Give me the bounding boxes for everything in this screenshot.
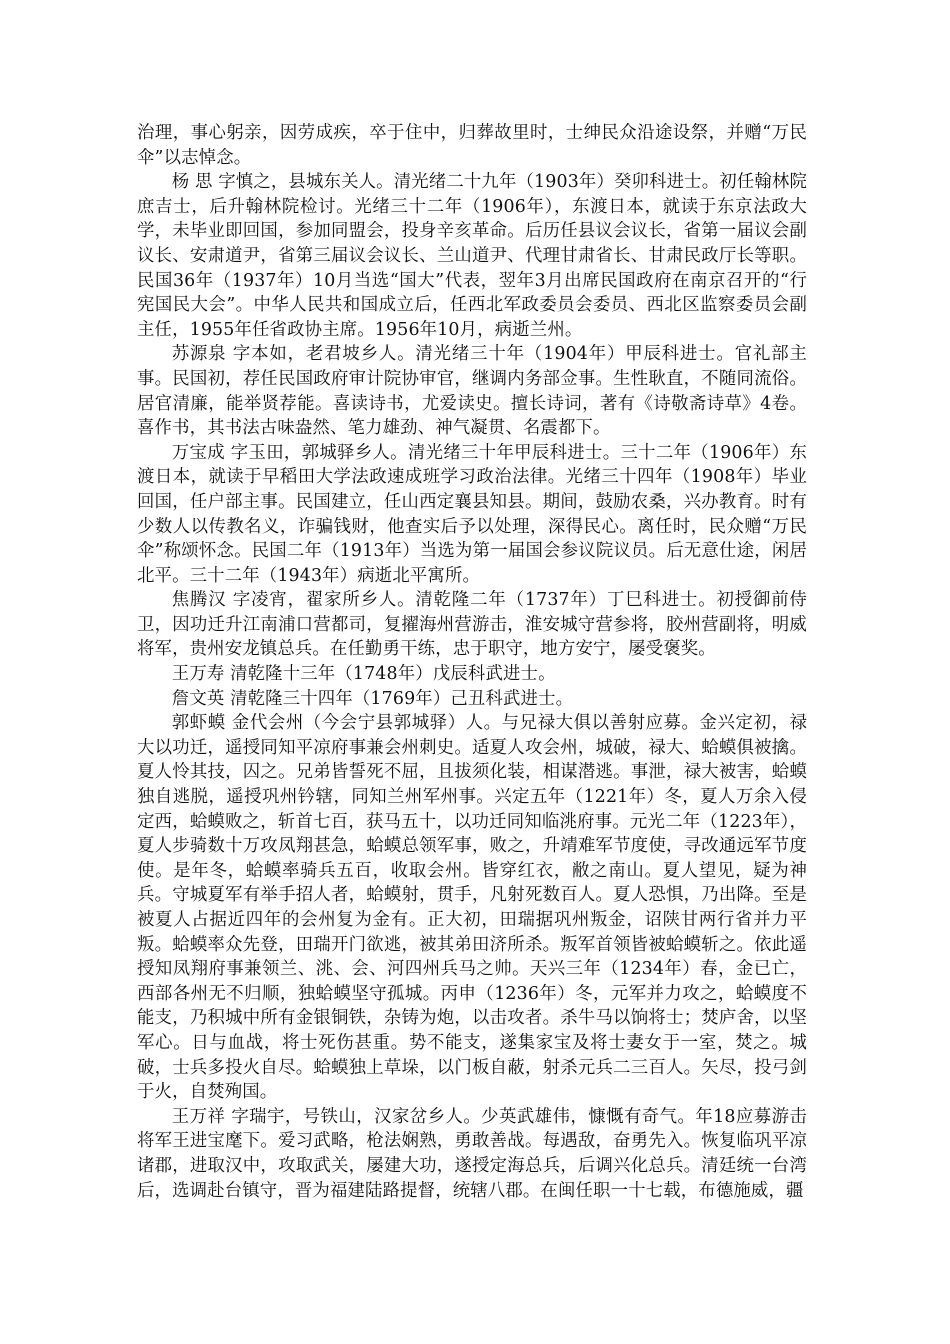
paragraph-wang-wanxiang: 王万祥 字瑞宇，号铁山，汉家岔乡人。少英武雄伟，慷慨有奇气。年18应募游击将军王进宝麾下。爱习武略，枪法娴熟，勇敢善战。每遇敌，奋勇先入。恢复临巩平凉诸郡，进取汉中，攻取武关，屡建大功，遂授定海总兵，后调兴化总兵。清廷统一台湾后，选调赴台镇守，晋为福建陆路提督，统辖八郡。在闽任职一十七载，布德施威，疆	[137, 1106, 807, 1201]
paragraph-wan-baocheng: 万宝成 字玉田，郭城驿乡人。清光绪三十年甲辰科进士。三十二年（1906年）东渡日本，就读于早稻田大学法政速成班学习政治法律。光绪三十四年（1908年）毕业回国，任户部主事。民国建立，任山西定襄县知县。期间，鼓励农桑，兴办教育。时有少数人以传教名义，诈骗钱财，他查实后予以处理，深得民心。离任时，民众赠“万民伞”称颂怀念。民国二年（1913年）当选为第一届国会参议院议员。后无意仕途，闲居北平。三十二年（1943年）病逝北平寓所。	[137, 442, 807, 586]
document-page	[137, 121, 807, 1203]
paragraph-guo-xiama: 郭虾蟆 金代会州（今会宁县郭城驿）人。与兄禄大俱以善射应募。金兴定初，禄大以功迁，遥授同知平凉府事兼会州刺史。适夏人攻会州，城破，禄大、蛤蟆俱被擒。夏人怜其技，囚之。兄弟皆誓死不屈，且拔须化装，相谋潜逃。事泄，禄大被害，蛤蟆独自逃脱，遥授巩州钤辖，同知兰州军州事。兴定五年（1221年）冬，夏人万余入侵定西，蛤蟆败之，斩首七百，获马五十，以功迁同知临洮府事。元光二年（1223年），夏人步骑数十万攻凤翔甚急，蛤蟆总领军事，败之，升靖难军节度使，寻改通远军节度使。是年冬，蛤蟆率骑兵五百，收取会州。皆穿红衣，敝之南山。夏人望见，疑为神兵。守城夏军有举手招人者，蛤蟆射，贯手，凡射死数百人。夏人恐惧，乃出降。至是被夏人占据近四年的会州复为金有。正大初，田瑞据巩州叛金，诏陕甘两行省并力平叛。蛤蟆率众先登，田瑞开门欲逃，被其弟田济所杀。叛军首领皆被蛤蟆斩之。依此遥授知凤翔府事兼领兰、洮、会、河四州兵马之帅。天兴三年（1234年）春，金已亡，西部各州无不归顺，独蛤蟆坚守孤城。丙申（1236年）冬，元军并力攻之，蛤蟆度不能支，乃积城中所有金银铜铁，杂铸为炮，以击攻者。杀牛马以饷将士；焚庐舍，以坚军心。日与血战，将士死伤甚重。势不能支，遂集家宝及将士妻女于一室，焚之。城破，士兵多投火自尽。蛤蟆独上草垛，以门板自蔽，射杀元兵二三百人。矢尽，投弓剑于火，自焚殉国。	[137, 713, 807, 1103]
paragraph-zhan-wenying: 詹文英 清乾隆三十四年（1769年）己丑科武进士。	[171, 688, 574, 709]
paragraph-wang-wanshou: 王万寿 清乾隆十三年（1748年）戊辰科武进士。	[171, 664, 556, 685]
paragraph-jiao-tenghan: 焦腾汉 字凌宵，翟家所乡人。清乾隆二年（1737年）丁巳科进士。初授御前侍卫，因功迁升江南浦口营都司，复擢海州营游击，淮安城守营参将，胶州营副将，明威将军，贵州安龙镇总兵。在任勤勇干练，忠于职守，地方安宁，屡受褒奖。	[137, 590, 807, 660]
paragraph-continuation: 治理，事心躬亲，因劳成疾，卒于住中，归葬故里时，士绅民众沿途设祭，并赠“万民伞”以志悼念。	[137, 123, 807, 168]
paragraph-su-yuanquan: 苏源泉 字本如，老君坡乡人。清光绪三十年（1904年）甲辰科进士。官礼部主事。民国初，荐任民国政府审计院协审官，继调内务部佥事。生性耿直，不随同流俗。居官清廉，能举贤荐能。喜读诗书，尤爱读史。擅长诗词，著有《诗敬斋诗草》4卷。喜作书，其书法古味盎然、笔力雄劲、神气凝贯、名震都下。	[137, 344, 807, 439]
paragraph-yang-si: 杨 思 字慎之，县城东关人。清光绪二十九年（1903年）癸卯科进士。初任翰林院庶吉士，后升翰林院检讨。光绪三十二年（1906年），东渡日本，就读于东京法政大学，未毕业即回国，参加同盟会，投身辛亥革命。后历任县议会议长，省第一届议会副议长、安肃道尹，省第三届议会议长、兰山道尹、代理甘肃省长、甘肃民政厅长等职。民国36年（1937年）10月当选“国大”代表，翌年3月出席民国政府在南京召开的“行宪国民大会”。中华人民共和国成立后，任西北军政委员会委员、西北区监察委员会副主任，1955年任省政协主席。1956年10月，病逝兰州。	[137, 172, 807, 340]
